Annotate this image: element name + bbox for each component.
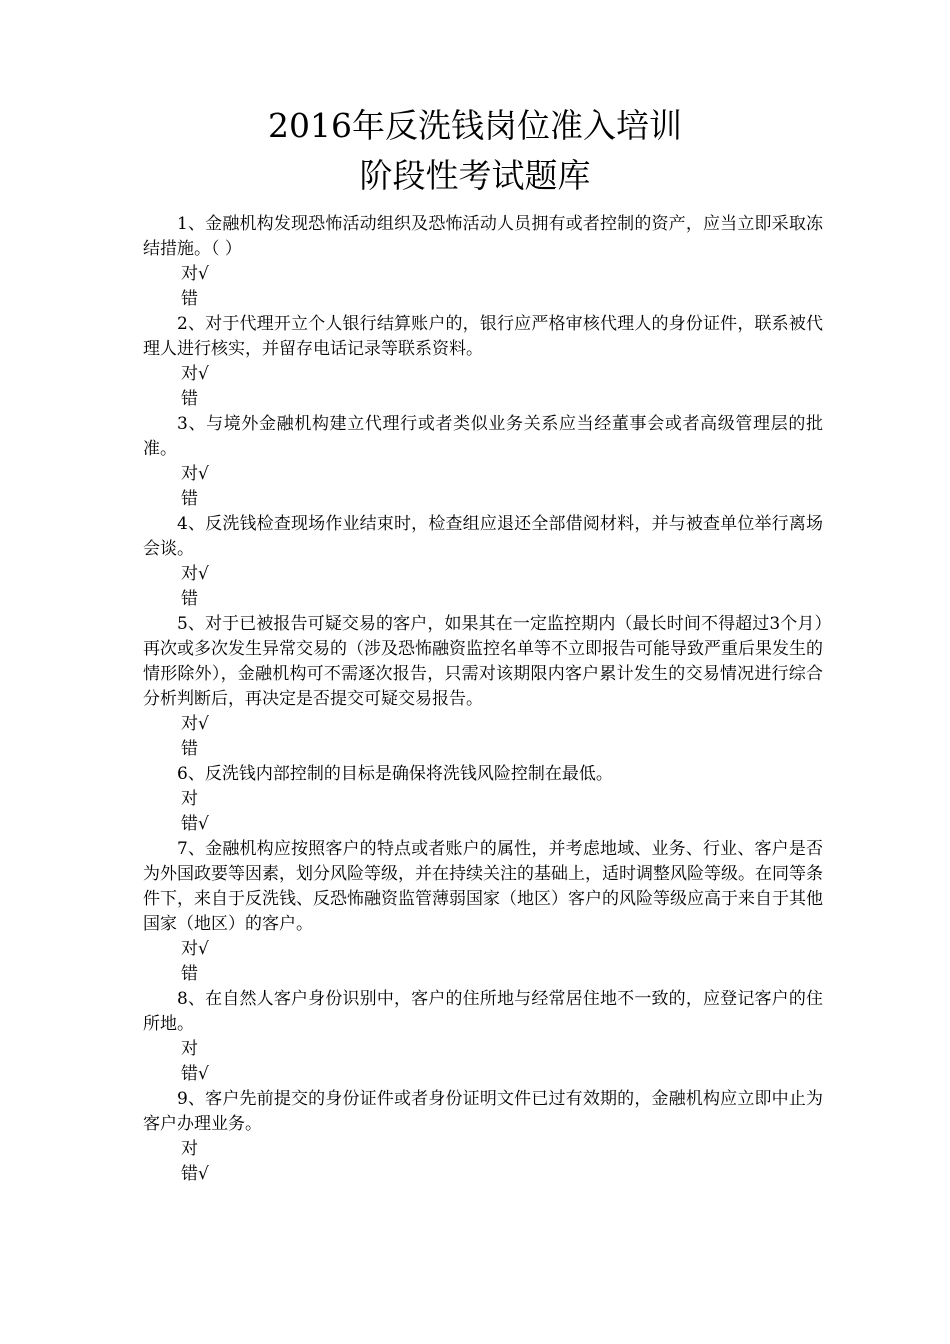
- option-true: 对: [181, 789, 198, 809]
- option-false: 错: [181, 739, 198, 759]
- question-text: 1、金融机构发现恐怖活动组织及恐怖活动人员拥有或者控制的资产，应当立即采取冻结措施。（ ）: [143, 214, 823, 259]
- option-false: 错√: [181, 1064, 209, 1084]
- option-true: 对√: [181, 464, 209, 484]
- question-item: [143, 1087, 823, 1187]
- option-false: 错: [181, 964, 198, 984]
- option-false: 错√: [181, 814, 209, 834]
- question-item: [143, 612, 823, 762]
- option-false: 错: [181, 489, 198, 509]
- question-text: 7、金融机构应按照客户的特点或者账户的属性，并考虑地域、业务、行业、客户是否为外国政要等因素，划分风险等级，并在持续关注的基础上，适时调整风险等级。在同等条件下，来自于反洗钱、反恐怖融资监管薄弱国家（地区）客户的风险等级应高于来自于其他国家（地区）的客户。: [143, 839, 823, 934]
- question-text: 2、对于代理开立个人银行结算账户的，银行应严格审核代理人的身份证件，联系被代理人进行核实，并留存电话记录等联系资料。: [143, 314, 823, 359]
- option-false: 错√: [181, 1164, 209, 1184]
- question-item: [143, 412, 823, 512]
- question-list: [143, 212, 823, 1187]
- question-text: 5、对于已被报告可疑交易的客户，如果其在一定监控期内（最长时间不得超过3个月）再次或多次发生异常交易的（涉及恐怖融资监控名单等不立即报告可能导致严重后果发生的情形除外），金融机构可不需逐次报告，只需对该期限内客户累计发生的交易情况进行综合分析判断后，再决定是否提交可疑交易报告。: [143, 614, 823, 709]
- option-false: 错: [181, 589, 198, 609]
- question-item: [143, 762, 823, 837]
- question-item: [143, 987, 823, 1087]
- question-text: 8、在自然人客户身份识别中，客户的住所地与经常居住地不一致的，应登记客户的住所地。: [143, 989, 823, 1034]
- option-true: 对: [181, 1039, 198, 1059]
- question-text: 3、与境外金融机构建立代理行或者类似业务关系应当经董事会或者高级管理层的批准。: [143, 414, 823, 459]
- option-true: 对√: [181, 264, 209, 284]
- option-false: 错: [181, 289, 198, 309]
- option-true: 对: [181, 1139, 198, 1159]
- option-true: 对√: [181, 364, 209, 384]
- option-false: 错: [181, 389, 198, 409]
- question-text: 9、客户先前提交的身份证件或者身份证明文件已过有效期的，金融机构应立即中止为客户办理业务。: [143, 1089, 823, 1134]
- option-true: 对√: [181, 714, 209, 734]
- question-text: 4、反洗钱检查现场作业结束时，检查组应退还全部借阅材料，并与被查单位举行离场会谈。: [143, 514, 823, 559]
- question-text: 6、反洗钱内部控制的目标是确保将洗钱风险控制在最低。: [177, 764, 613, 784]
- option-true: 对√: [181, 939, 209, 959]
- question-item: [143, 212, 823, 312]
- question-item: [143, 312, 823, 412]
- document-subtitle: 阶段性考试题库: [359, 156, 591, 195]
- document-title: 2016年反洗钱岗位准入培训: [268, 106, 682, 145]
- question-item: [143, 837, 823, 987]
- option-true: 对√: [181, 564, 209, 584]
- question-item: [143, 512, 823, 612]
